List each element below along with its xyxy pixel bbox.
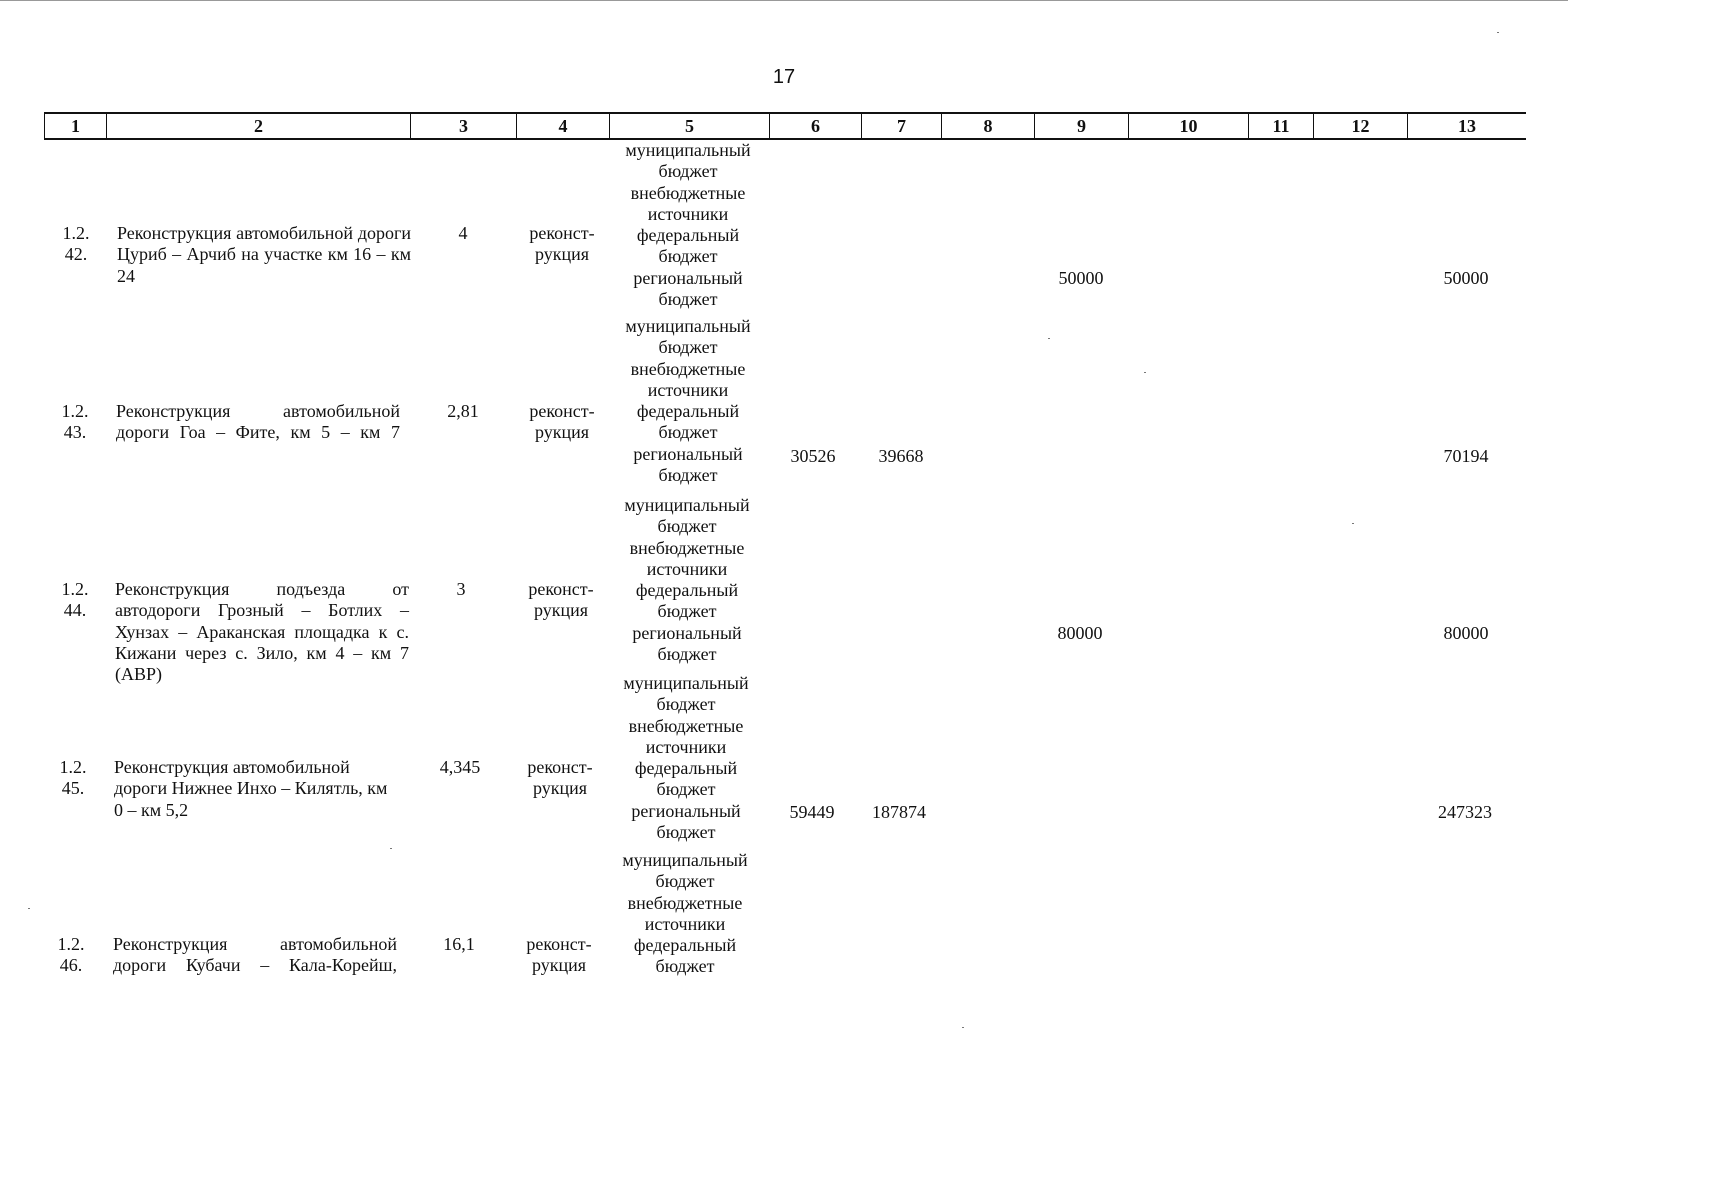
row-number-line: 43. [63,422,87,443]
row-value-col7: 187874 [872,802,926,822]
row-number-line: 44. [63,600,87,621]
scan-speck [1352,523,1354,524]
row-number-line: 1.2. [62,223,90,243]
column-header-3: 3 [411,114,517,138]
row-work-type [516,579,606,622]
funding-source-line: бюджет [657,601,717,622]
funding-source-line: источники [645,736,727,757]
row-description: Реконструкция автомобильной дороги Кубачи – Кала-Корейш, [113,934,397,976]
row-work-type [517,223,607,266]
column-header-12: 12 [1314,114,1408,138]
funding-source-line: региональный [632,622,742,643]
funding-source-line: региональный [631,800,741,821]
funding-source-line: бюджет [658,465,718,486]
row-value-col7: 39668 [878,446,924,466]
funding-source-line: внебюджетные [629,537,745,558]
row-length: 16,1 [443,934,475,954]
funding-source-line: внебюджетные [630,358,746,379]
row-description: Реконструкция автомобильной дороги Цуриб – Арчиб на участке км 16 – км 24 [117,223,411,286]
funding-source-line: бюджет [657,516,717,537]
column-header-4: 4 [517,114,610,138]
page-number: 17 [772,66,796,88]
column-header-11: 11 [1249,114,1314,138]
row-funding-sources [607,850,763,978]
column-header-9: 9 [1035,114,1129,138]
top-edge-rule [0,0,1568,1]
scan-speck [390,848,392,849]
funding-source-line: внебюджетные [628,715,744,736]
funding-source-line: источники [644,913,726,934]
column-header-2: 2 [107,114,411,138]
column-header-1: 1 [44,114,107,138]
row-value-col13: 50000 [1443,268,1489,288]
row-value-col6: 59449 [789,802,835,822]
row-length: 3 [456,579,466,599]
funding-source-line: федеральный [636,401,740,422]
row-number-line: 46. [59,955,83,976]
row-work-type-line: рукция [531,955,587,976]
scan-speck [962,1027,964,1028]
row-length: 2,81 [447,401,479,421]
row-number [43,757,103,800]
row-number [41,934,101,977]
row-value-col9: 80000 [1057,623,1103,643]
funding-source-line: бюджет [658,289,718,310]
column-header-13: 13 [1458,116,1476,136]
funding-source-line: бюджет [656,779,716,800]
row-number-line: 45. [61,778,85,799]
funding-source-line: бюджет [658,246,718,267]
funding-source-line: источники [646,558,728,579]
row-length: 4 [458,223,468,243]
funding-source-line: региональный [633,443,743,464]
row-number-line: 1.2. [61,579,89,599]
row-work-type-line: реконст- [527,757,593,777]
row-funding-sources [610,316,766,486]
scan-speck [1144,372,1146,373]
funding-source-line: бюджет [658,422,718,443]
funding-source-line: бюджет [655,956,715,977]
column-header-10: 10 [1129,114,1249,138]
funding-source-line: региональный [633,267,743,288]
row-number-line: 1.2. [59,757,87,777]
funding-source-line: бюджет [655,871,715,892]
funding-source-line: муниципальный [624,495,750,515]
funding-source-line: бюджет [657,644,717,665]
table-header [44,112,1526,140]
row-work-type-line: рукция [534,244,590,265]
row-description: Реконструкция подъезда от автодороги Грозный – Ботлих – Хунзах – Араканская площадка к с. Кижани через с. Зило, км 4 – км 7 (АВР) [115,579,409,685]
row-work-type-line: реконст- [528,579,594,599]
row-number [45,579,105,622]
row-number-line: 42. [64,244,88,265]
row-description: Реконструкция автомобильной дороги Гоа – Фите, км 5 – км 7 [116,401,400,443]
funding-source-line: федеральный [635,580,739,601]
funding-source-line: внебюджетные [630,182,746,203]
row-value-col13: 70194 [1443,446,1489,466]
row-description: Реконструкция автомобильной дороги Нижнее Инхо – Килятль, км 0 – км 5,2 [114,757,388,820]
scan-speck [1048,338,1050,339]
funding-source-line: внебюджетные [627,892,743,913]
row-work-type [515,757,605,800]
funding-source-line: муниципальный [623,673,749,693]
column-header-8: 8 [942,114,1035,138]
row-value-col13: 80000 [1443,623,1489,643]
column-header-6: 6 [770,114,862,138]
row-work-type-line: реконст- [529,223,595,243]
funding-source-line: федеральный [636,225,740,246]
funding-source-line: бюджет [656,694,716,715]
column-header-5: 5 [610,114,770,138]
row-funding-sources [610,140,766,310]
funding-source-line: муниципальный [622,850,748,870]
row-number-line: 1.2. [61,401,89,421]
row-number [45,401,105,444]
row-number [46,223,106,266]
funding-source-line: источники [647,203,729,224]
row-work-type-line: рукция [533,600,589,621]
row-work-type-line: реконст- [526,934,592,954]
funding-source-line: муниципальный [625,316,751,336]
funding-source-line: федеральный [633,935,737,956]
row-work-type [514,934,604,977]
row-number-line: 1.2. [57,934,85,954]
row-value-col13: 247323 [1438,802,1492,822]
funding-source-line: источники [647,379,729,400]
funding-source-line: бюджет [658,337,718,358]
row-funding-sources [609,495,765,665]
row-work-type-line: рукция [534,422,590,443]
scan-speck [1497,32,1499,33]
row-value-col9: 50000 [1058,268,1104,288]
row-length: 4,345 [439,757,481,777]
row-value-col6: 30526 [790,446,836,466]
row-work-type-line: рукция [532,778,588,799]
column-header-7: 7 [862,114,942,138]
funding-source-line: федеральный [634,758,738,779]
row-work-type-line: реконст- [529,401,595,421]
funding-source-line: бюджет [656,822,716,843]
funding-source-line: муниципальный [625,140,751,160]
scan-speck [28,908,30,909]
funding-source-line: бюджет [658,161,718,182]
row-work-type [517,401,607,444]
row-funding-sources [608,673,764,843]
